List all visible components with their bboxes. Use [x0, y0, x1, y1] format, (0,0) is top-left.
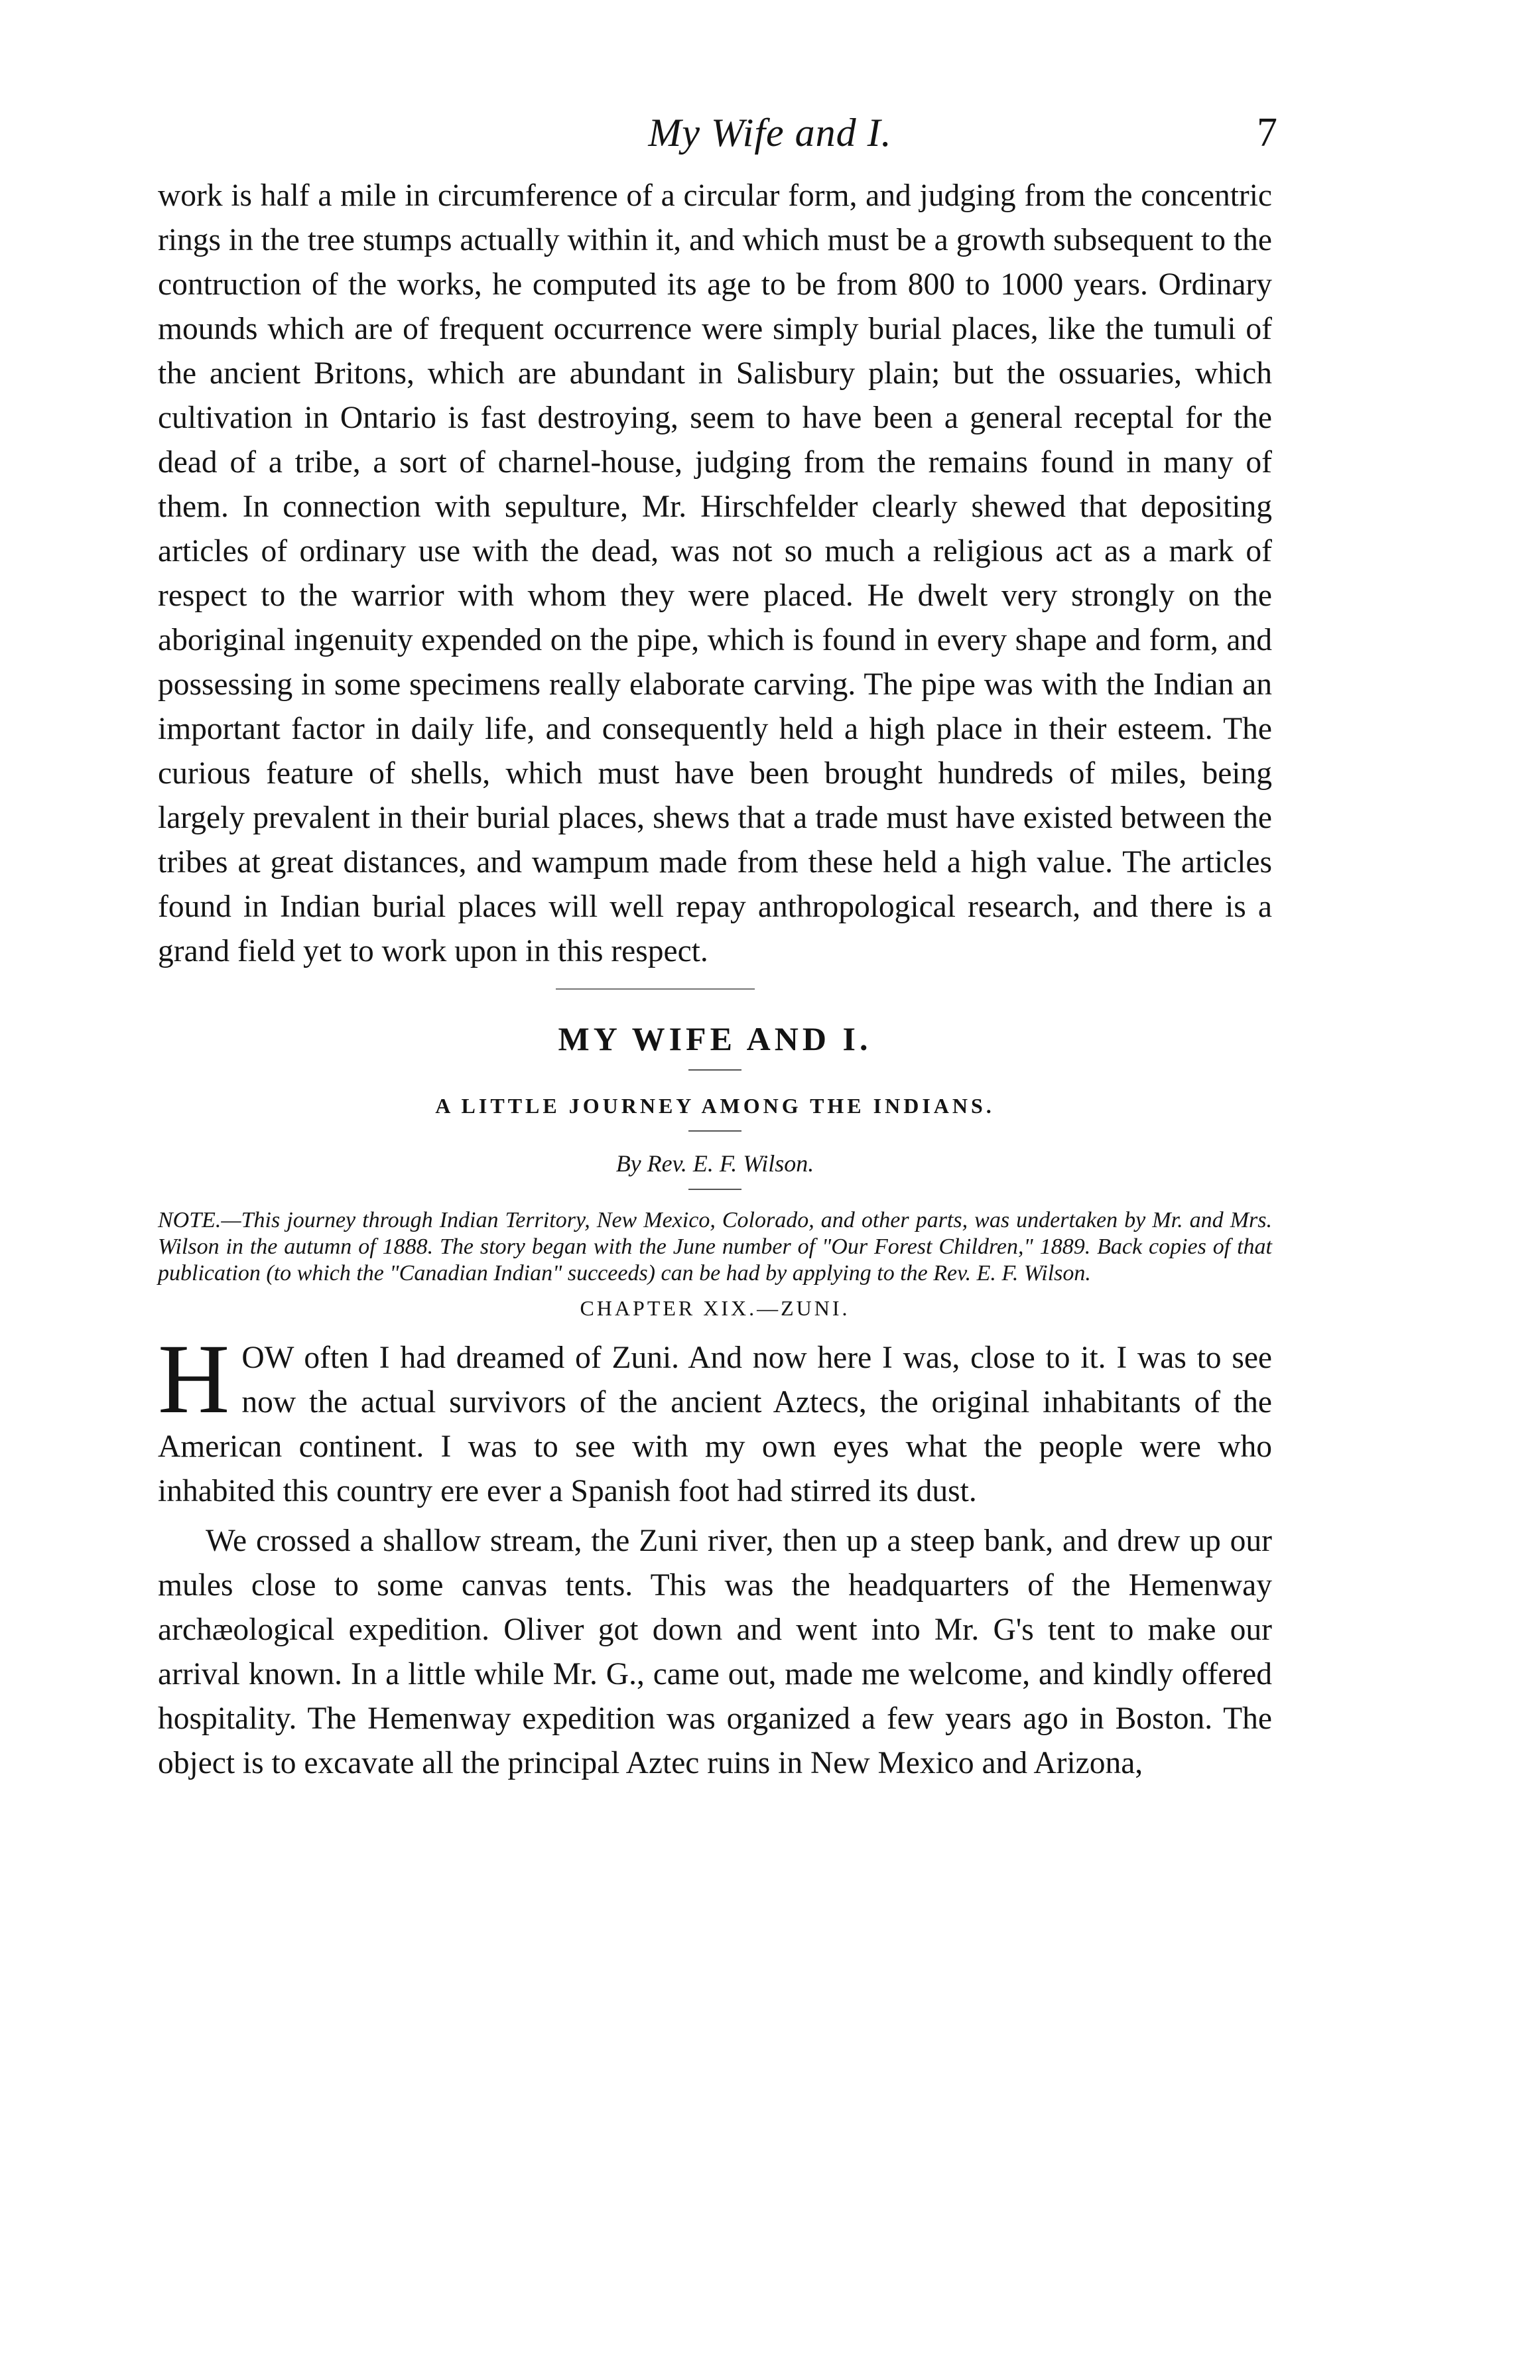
body-paragraph: We crossed a shallow stream, the Zuni river, then up a steep bank, and drew up our mules close to some canvas tents. This was the headquarters of the Hemenway archæological expedition. Oliver got down and went into Mr. G's tent to make our arrival known. In a little while Mr. G., came out, made me welcome, and kindly offered hospitality. The Hemenway expedition was organized a few years ago in Boston. The object is to excavate all the principal Aztec ruins in New Mexico and Arizona, [158, 1524, 1272, 1780]
section-divider [556, 988, 755, 990]
article-byline: By Rev. E. F. Wilson. [615, 1150, 814, 1177]
byline-rule [688, 1189, 741, 1190]
opening-paragraph-text: OW often I had dreamed of Zuni. And now here I was, close to it. I was to see now the actual survivors of the ancient Aztecs, the original inhabitants of the American continent. I was to see with my own eyes what the people were who inhabited this country ere ever a Spanish foot had stirred its dust. [158, 1341, 1272, 1508]
page-number: 7 [1257, 110, 1277, 155]
opening-paragraph [158, 1324, 1272, 1514]
drop-cap: H [158, 1324, 230, 1434]
editorial-note: NOTE.—This journey through Indian Territory, New Mexico, Colorado, and other parts, was undertaken by Mr. and Mrs. Wilson in the autumn of 1888. The story began with the June number of "Our Forest Children," 1889. Back copies of that publication (to which the "Canadian Indian" succeeds) can be had by applying to the Rev. E. F. Wilson. [158, 1208, 1272, 1286]
running-head [0, 106, 1540, 159]
continued-paragraph: work is half a mile in circumference of a circular form, and judging from the concentric rings in the tree stumps actually within it, and which must be a growth subsequent to the contruction of the works, he computed its age to be from 800 to 1000 years. Ordinary mounds which are of frequent occurrence were simply burial places, like the tumuli of the ancient Britons, which are abundant in Salisbury plain; but the ossuaries, which cultivation in Ontario is fast destroying, seem to have been a general receptal for the dead of a tribe, a sort of charnel-house, judging from the remains found in many of them. In connection with sepulture, Mr. Hirschfelder clearly shewed that depositing articles of ordinary use with the dead, was not so much a religious act as a mark of respect to the warrior with whom they were placed. He dwelt very strongly on the aboriginal ingenuity expended on the pipe, which is found in every shape and form, and possessing in some specimens really elaborate carving. The pipe was with the Indian an important factor in daily life, and consequently held a high place in their esteem. The curious feature of shells, which must have been brought hundreds of miles, being largely prevalent in their burial places, shews that a trade must have existed between the tribes at great distances, and wampum made from these held a high value. The articles found in Indian burial places will well repay anthropological research, and there is a grand field yet to work upon in this respect. [158, 178, 1272, 968]
article-title: MY WIFE AND I. [558, 1020, 872, 1057]
title-rule [688, 1069, 741, 1071]
text-column [158, 174, 1272, 1786]
chapter-heading: CHAPTER XIX.—ZUNI. [580, 1296, 850, 1320]
subtitle-rule [688, 1130, 741, 1132]
article-subtitle: A LITTLE JOURNEY AMONG THE INDIANS. [435, 1094, 995, 1118]
running-title: My Wife and I. [648, 111, 892, 155]
